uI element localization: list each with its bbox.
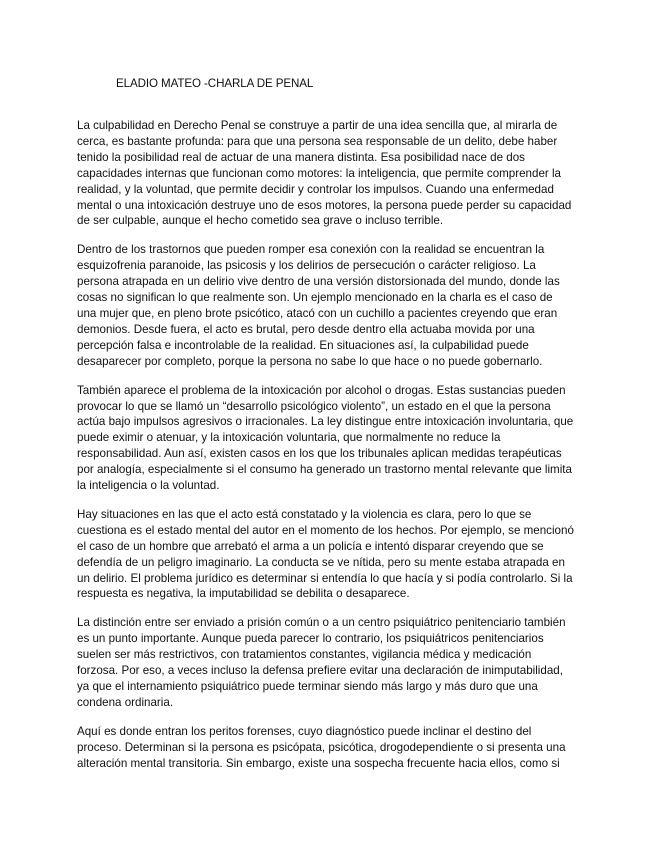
paragraph-prison-vs-psychiatric: La distinción entre ser enviado a prisión común o a un centro psiquiátrico penitenciario también es un punto importante. Aunque pueda parecer lo contrario, los psiquiátricos penitenciarios suelen ser más restrictivos, con tratamientos constantes, vigilancia médica y medicación forzosa. Por eso, a veces incluso la defensa prefiere evitar una declaración de inimputabilidad, ya que el internamiento psiquiátrico puede terminar siendo más largo y más duro que una condena ordinaria. — [77, 616, 566, 709]
paragraph-intoxication: También aparece el problema de la intoxicación por alcohol o drogas. Estas sustancias pueden provocar lo que se llamó un “desarrollo psicológico violento”, un estado en el que la persona actúa bajo impulsos agresivos o irracionales. La ley distingue entre intoxicación involuntaria, que puede eximir o atenuar, y la intoxicación voluntaria, que normalmente no reduce la responsabilidad. Aun así, existen casos en los que los tribunales aplican medidas terapéuticas por analogía, especialmente si el consumo ha generado un trastorno mental relevante que limita la inteligencia o la voluntad. — [77, 383, 574, 493]
paragraph-forensic-experts: Aquí es donde entran los peritos forenses, cuyo diagnóstico puede inclinar el destino del proceso. Determinan si la persona es psicópata, psicótica, drogodependiente o si presenta una alteración mental transitoria. Sin embargo, existe una sospecha frecuente hacia ellos, como si — [77, 724, 566, 770]
document-title: ELADIO MATEO -CHARLA DE PENAL — [116, 77, 314, 90]
paragraph-culpability: La culpabilidad en Derecho Penal se construye a partir de una idea sencilla que, al mirarla de cerca, es bastante profunda: para que una persona sea responsable de un delito, debe haber tenido la posibilidad real de actuar de una manera distinta. Esa posibilidad nace de dos capacidades internas que funcionan como motores: la inteligencia, que permite comprender la realidad, y la voluntad, que permite decidir y controlar los impulsos. Cuando una enfermedad mental o una intoxicación destruye uno de esos motores, la persona puede perder su capacidad de ser culpable, aunque el hecho cometido sea grave o incluso terrible. — [77, 119, 572, 228]
paragraph-mental-state: Hay situaciones en las que el acto está constatado y la violencia es clara, pero lo que se cuestiona es el estado mental del autor en el momento de los hechos. Por ejemplo, se mencionó el caso de un hombre que arrebató el arma a un policía e intentó disparar creyendo que se defendía de un peligro imaginario. La conducta se ve nítida, pero su mente estaba atrapada en un delirio. El problema jurídico es determinar si entendía lo que hacía y si podía controlarlo. Si la respuesta es negativa, la imputabilidad se debilita o desaparece. — [77, 507, 574, 601]
paragraph-disorders: Dentro de los trastornos que pueden romper esa conexión con la realidad se encuentran la esquizofrenia paranoide, las psicosis y los delirios de persecución o carácter religioso. La persona atrapada en un delirio vive dentro de una versión distorsionada del mundo, donde las cosas no significan lo que realmente son. Un ejemplo mencionado en la charla es el caso de una mujer que, en pleno brote psicótico, atacó con un cuchillo a pacientes creyendo que eran demonios. Desde fuera, el acto es brutal, pero desde dentro ella actuaba movida por una percepción falsa e incontrolable de la realidad. En situaciones así, la culpabilidad puede desaparecer por completo, porque la persona no sabe lo que hace o no puede gobernarlo. — [77, 243, 560, 368]
document-body — [77, 118, 575, 785]
